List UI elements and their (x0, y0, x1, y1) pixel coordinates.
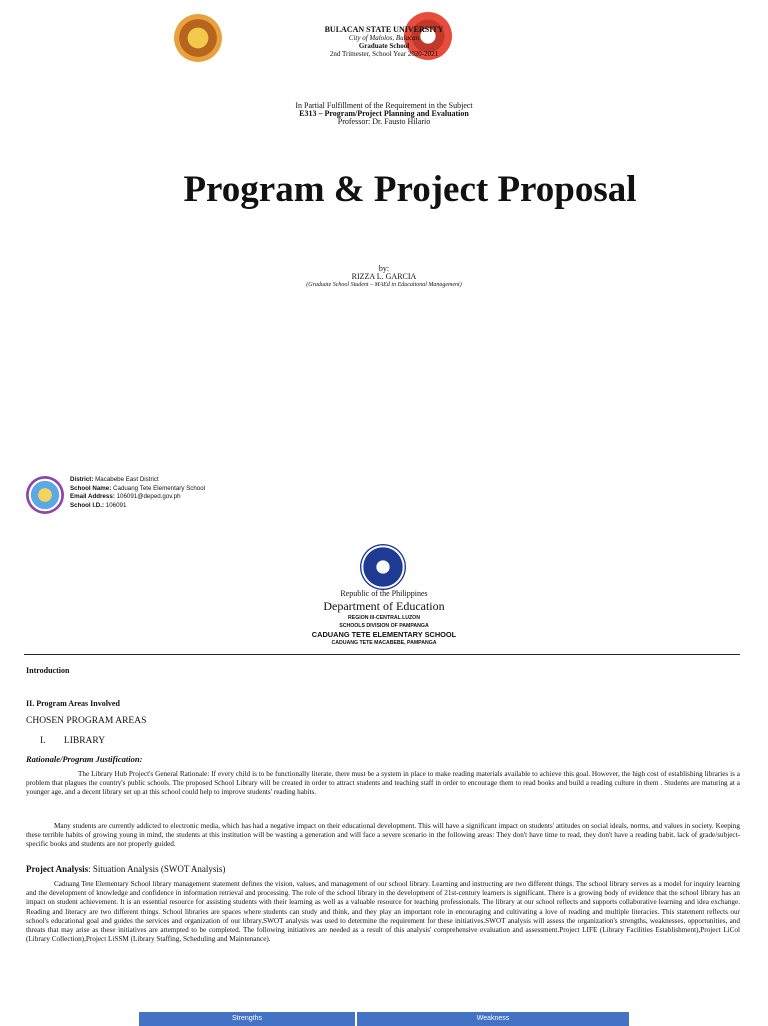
program-areas-heading: II. Program Areas Involved (26, 699, 120, 708)
analysis-paragraph: Caduang Tete Elementary School library management statement defines the vision, values, and management of our school library. Learning and instructing are two different things. The school library serves as a model for inquiry learning and the development of knowledge and confidence in information retrieval and processing. The role of the school library in the development of 21st-century learners is significant. There is a growing body of evidence that the school library has an impact on student achievement. It is an essential resource for assisting students with their learning as well as a valuable resource for teaching professionals. The library at our school reflects and supports collaborative learning and idea exchange. Reading and literacy are two different things. School libraries are spaces where students can study and think, and they play an important role in encouraging and cultivating a love of reading and multiple literacies. This statement reflects our school's educational goal and guides the services and organization of our library.SWOT analysis was used to determine the requirement for these initiatives.SWOT analysis will assess the organization's strengths, weaknesses, opportunities, and threats that may arise as these initiatives are attempted to be completed. The following initiatives are needed as a result of this analysis' comprehensive evaluation and assessment.Project LIFE (Library Facilities Establishment),Project LiCol (Library Collection),Project LiSSM (Library Staffing, Scheduling and Maintenance). (26, 880, 740, 944)
school-id-label: School I.D.: (70, 501, 105, 509)
introduction-heading: Introduction (26, 666, 70, 675)
by-label: by: (378, 264, 390, 273)
bulsu-seal-icon (174, 14, 222, 62)
swot-weakness-header: Weakness (357, 1012, 629, 1026)
school-district-row (70, 476, 205, 485)
school-name-value: Caduang Tete Elementary School (113, 484, 206, 492)
university-city: City of Malolos, Bulacan (348, 34, 420, 42)
project-analysis-heading (26, 864, 225, 874)
deped-seal-icon (360, 544, 406, 590)
school-logo-icon (26, 476, 64, 514)
author-name: RIZZA L. GARCIA (351, 272, 417, 281)
division-label: SCHOOLS DIVISION OF PAMPANGA (339, 623, 429, 629)
author-role: (Graduate School Student – MAEd in Educational Management) (306, 282, 462, 288)
swot-strengths-header: Strengths (139, 1012, 355, 1026)
region-label: REGION III-CENTRAL LUZON (348, 615, 420, 621)
library-number: I. (40, 736, 46, 746)
graduate-school-label: Graduate School (358, 42, 410, 50)
school-id-row (70, 502, 205, 511)
project-analysis-subtitle: : Situation Analysis (SWOT Analysis) (88, 864, 226, 874)
chosen-program-areas: CHOSEN PROGRAM AREAS (26, 716, 147, 726)
school-name-label: School Name: (70, 484, 112, 492)
school-name-row (70, 485, 205, 494)
school-id-value: 106091 (105, 501, 127, 509)
subject-line-1: In Partial Fulfillment of the Requirement in the Subject (295, 101, 473, 110)
district-value: Macabebe East District (95, 476, 159, 483)
library-label: LIBRARY (63, 736, 106, 746)
district-label: District: (70, 476, 94, 483)
email-label: Email Address: (70, 493, 115, 501)
library-item (40, 736, 105, 746)
subject-line-2: E313 – Program/Project Planning and Evaluation (299, 109, 469, 118)
page-title: Program & Project Proposal (183, 169, 637, 210)
university-name: BULACAN STATE UNIVERSITY (324, 25, 444, 34)
school-address: CADUANG TETE MACABEBE, PAMPANGA (331, 640, 437, 646)
department-label: Department of Education (323, 599, 445, 613)
email-value: 106091@deped.gov.ph (116, 493, 181, 501)
project-analysis-label: Project Analysis (26, 864, 89, 874)
rationale-paragraph-1: The Library Hub Project's General Rationale: If every child is to be functionally literate, there must be a system in place to make reading materials available to achieve this goal. However, the high cost of establishing libraries is a problem that plagues the country's public schools. The proposed School Library will be created in order to attract students and teaching staff in order to encourage them to read books and build a reading culture in them . Students are maturing at a younger age, and a decent library set up at this school could help to improve students' reading habits. (26, 770, 740, 797)
header-divider (24, 654, 740, 655)
term-label: 2nd Trimester, School Year 2020-2021 (329, 50, 439, 58)
rationale-paragraph-2: Many students are currently addicted to electronic media, which has had a negative impact on their educational development. This will have a significant impact on students' attitudes on social ideals, norms, and values in society. Keeping these terrible habits of growing young in mind, the students at this institution will be wasting a generation and will face a severe scenario in the following areas: They don't have time to read, they don't have a reading habit, lack of grade/subject-specific books and students are not properly guided. (26, 822, 740, 849)
school-label: CADUANG TETE ELEMENTARY SCHOOL (311, 630, 457, 639)
school-email-row (70, 493, 205, 502)
subject-line-3: Professor: Dr. Fausto Hilario (337, 117, 431, 126)
rationale-heading: Rationale/Program Justification: (26, 754, 143, 764)
republic-label: Republic of the Philippines (340, 589, 428, 598)
